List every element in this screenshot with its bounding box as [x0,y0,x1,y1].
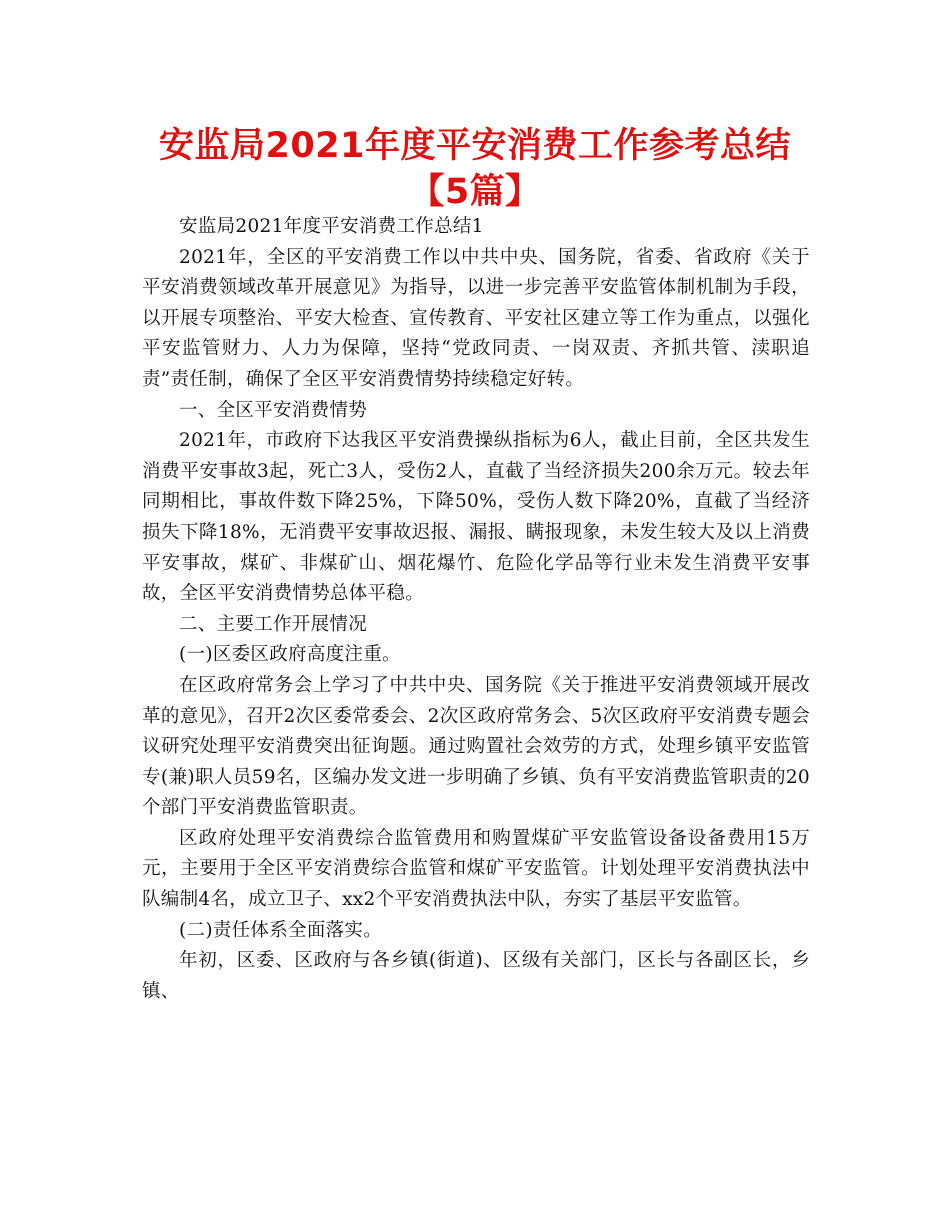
section-heading: 一、全区平安消费情势 [179,399,368,421]
document-body [142,212,810,1007]
section-heading: 安监局2021年度平安消费工作总结1 [179,216,484,237]
body-paragraph: 区政府处理平安消费综合监管费用和购置煤矿平安监管设备设备费用15万元，主要用于全区平安消费综合监管和煤矿平安监管。计划处理平安消费执法中队编制4名，成立卫子、xx2个平安消费执法中队，夯实了基层平安监管。 [142,827,810,911]
body-paragraph: 在区政府常务会上学习了中共中央、国务院《关于推进平安消费领域开展改革的意见》，召开2次区委常委会、2次区政府常务会、5次区政府平安消费专题会议研究处理平安消费突出征询题。通过购置社会效劳的方式，处理乡镇平安监管专(兼)职人员59名，区编办发文进一步明确了乡镇、负有平安消费监管职责的20个部门平安消费监管职责。 [142,674,810,819]
subsection-heading: (一)区委区政府高度注重。 [179,644,401,666]
body-paragraph: 2021年，市政府下达我区平安消费操纵指标为6人，截止目前，全区共发生消费平安事故3起，死亡3人，受伤2人，直截了当经济损失200余万元。较去年同期相比，事故件数下降25%，下降50%，受伤人数下降20%，直截了当经济损失下降18%，无消费平安事故迟报、漏报、瞒报现象，未发生较大及以上消费平安事故，煤矿、非煤矿山、烟花爆竹、危险化学品等行业未发生消费平安事故，全区平安消费情势总体平稳。 [142,430,810,605]
document-title: 安监局2021年度平安消费工作参考总结【5篇】 [159,126,791,212]
body-paragraph: 年初，区委、区政府与各乡镇(街道)、区级有关部门，区长与各副区长，乡镇、 [142,950,810,1002]
section-heading: 二、主要工作开展情况 [179,613,368,635]
subsection-heading: (二)责任体系全面落实。 [179,919,383,941]
body-paragraph: 2021年，全区的平安消费工作以中共中央、国务院，省委、省政府《关于平安消费领域改革开展意见》为指导，以进一步完善平安监管体制机制为手段，以开展专项整治、平安大检查、宣传教育、平安社区建立等工作为重点，以强化平安监管财力、人力为保障，坚持“党政同责、一岗双责、齐抓共管、渎职追责”责任制，确保了全区平安消费情势持续稳定好转。 [142,246,810,390]
